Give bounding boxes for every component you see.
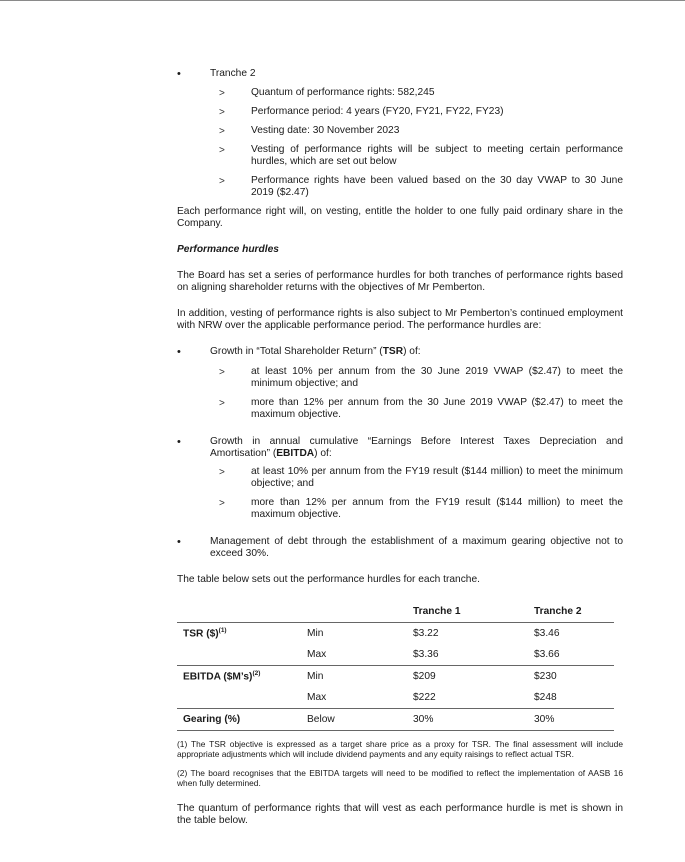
addition-paragraph: In addition, vesting of performance rights is also subject to Mr Pemberton’s continued employment with NRW over the applicable performance period. The performance hurdles are:: [177, 308, 623, 331]
chevron-icon: >: [219, 145, 225, 156]
table-header-cell: Tranche 2: [528, 601, 614, 623]
tsr-item: more than 12% per annum from the 30 June 2019 VWAP ($2.47) to meet the maximum objective.: [251, 397, 623, 420]
tranche-1-value: $3.36: [413, 649, 439, 660]
top-border: [0, 0, 685, 1]
chevron-icon: >: [219, 467, 225, 478]
row-level: Max: [307, 692, 327, 703]
chevron-icon: >: [219, 176, 225, 187]
row-label: [177, 644, 301, 666]
row-label: EBITDA ($M’s)$^{(2)}$: [177, 666, 301, 688]
table-header-cell: [177, 601, 301, 623]
table-header-cell: [301, 601, 407, 623]
row-label: Gearing (%): [177, 709, 301, 731]
chevron-icon: >: [219, 398, 225, 409]
table-row: [177, 644, 614, 666]
tranche-1-value: $3.22: [413, 628, 439, 639]
bullet-marker: •: [177, 536, 181, 548]
closing-paragraph: The quantum of performance rights that will vest as each performance hurdle is met is shown in the table below.: [177, 803, 623, 826]
tranche-2-item: Quantum of performance rights: 582,245: [251, 87, 435, 98]
footnote-1: (1) The TSR objective is expressed as a target share price as a proxy for TSR. The final assessment will include appropriate adjustments which will include dividend payments and any equity raisings to reflect actual TSR.: [177, 739, 623, 759]
footnote-2: (2) The board recognises that the EBITDA targets will need to be modified to reflect the implementation of AASB 16 when fully determined.: [177, 768, 623, 788]
ebitda-item: at least 10% per annum from the FY19 result ($144 million) to meet the minimum objective; and: [251, 466, 623, 489]
chevron-icon: >: [219, 126, 225, 137]
ebitda-bullet-text: Growth in annual cumulative “Earnings Before Interest Taxes Depreciation and Amortisation” (EBITDA) of:: [210, 436, 623, 459]
table-header-row: [177, 601, 614, 623]
row-label: [177, 687, 301, 709]
tranche-1-value: 30%: [407, 709, 528, 731]
row-level: Below: [301, 709, 407, 731]
tsr-item: at least 10% per annum from the 30 June 2019 VWAP ($2.47) to meet the minimum objective; and: [251, 366, 623, 389]
row-label: TSR ($)$^{(1)}$: [183, 627, 227, 640]
tranche-2-item: Vesting of performance rights will be subject to meeting certain performance hurdles, which are set out below: [251, 144, 623, 167]
tranche-2-value: $248: [534, 692, 557, 703]
bullet-marker: •: [177, 436, 181, 448]
chevron-icon: >: [219, 88, 225, 99]
tranche-1-value: $222: [413, 692, 436, 703]
ebitda-item: more than 12% per annum from the FY19 result ($144 million) to meet the maximum objective.: [251, 497, 623, 520]
vesting-paragraph: Each performance right will, on vesting, entitle the holder to one fully paid ordinary share in the Company.: [177, 206, 623, 229]
table-row: [177, 666, 614, 688]
tranche-2-value: $230: [528, 666, 614, 688]
table-row: [177, 623, 614, 645]
bullet-marker: •: [177, 346, 181, 358]
table-intro-paragraph: The table below sets out the performance hurdles for each tranche.: [177, 574, 480, 585]
board-paragraph: The Board has set a series of performance hurdles for both tranches of performance rights based on aligning shareholder returns with the objectives of Mr Pemberton.: [177, 270, 623, 293]
row-level: Max: [307, 649, 327, 660]
tranche-2-value: $3.66: [534, 649, 560, 660]
tranche-2-value: $3.46: [534, 628, 560, 639]
row-level: Min: [301, 666, 407, 688]
chevron-icon: >: [219, 107, 225, 118]
row-level: Min: [307, 628, 324, 639]
performance-hurdles-table: [177, 601, 614, 731]
debt-bullet-text: Management of debt through the establishment of a maximum gearing objective not to exceed 30%.: [210, 536, 623, 559]
chevron-icon: >: [219, 367, 225, 378]
tsr-bullet-text: Growth in “Total Shareholder Return” (TSR) of:: [210, 346, 421, 357]
tranche-2-item: Performance period: 4 years (FY20, FY21, FY22, FY23): [251, 106, 504, 117]
tranche-1-value: $209: [407, 666, 528, 688]
table-header-cell: Tranche 1: [407, 601, 528, 623]
tranche-2-value: 30%: [528, 709, 614, 731]
table-row: [177, 687, 614, 709]
tranche-2-title: Tranche 2: [210, 68, 256, 79]
bullet-marker: •: [177, 68, 181, 80]
tranche-2-item: Performance rights have been valued based on the 30 day VWAP to 30 June 2019 ($2.47): [251, 175, 623, 198]
tranche-2-item: Vesting date: 30 November 2023: [251, 125, 400, 136]
chevron-icon: >: [219, 498, 225, 509]
section-heading: Performance hurdles: [177, 244, 279, 255]
table-row: [177, 709, 614, 731]
